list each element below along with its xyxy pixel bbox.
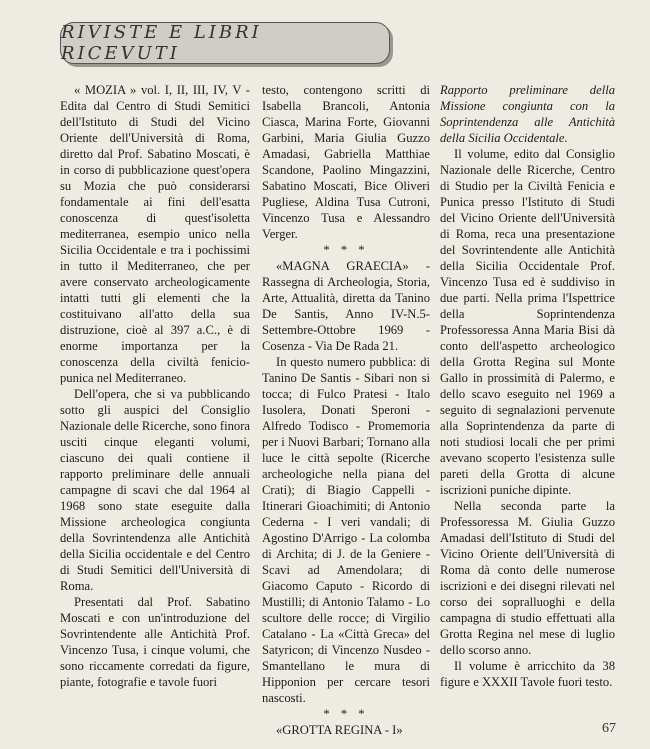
paragraph: Il volume è arricchito da 38 figure e XXXII Tavole fuori testo. (440, 659, 615, 689)
paragraph: Nella seconda parte la Professoressa M. Giulia Guzzo Amadasi dell'Istituto di Studi del Vicino Oriente dell'Università di Roma dà conto delle numerose iscrizioni e dei disegni rilevati nel corso dei sopralluoghi e della campagna di studio effettuati alla Grotta Regina nel mese di luglio dello scorso anno. (440, 499, 615, 657)
section-title-banner (60, 22, 390, 64)
column-2 (262, 82, 430, 738)
paragraph: Dell'opera, che si va pubblicando sotto gli auspici del Consiglio Nazionale delle Ricerche, sono finora usciti cinque eleganti volumi, ciascuno dei quali contiene il rapporto preliminare delle annuali campagne di scavi che dal 1964 al 1968 sono state eseguite dalla Missione archeologica congiunta della Sovrintendenza alle Antichità della Sicilia occidentale e del Centro di Studi Semitici dell'Università di Roma. (60, 387, 250, 593)
column-1 (60, 82, 250, 690)
section-title: RIVISTE E LIBRI RICEVUTI (61, 22, 262, 64)
paragraph: Presentati dal Prof. Sabatino Moscati e con un'introduzione del Sovrintendente alle Antichità Prof. Vincenzo Tusa, i cinque volumi, che sono riccamente corredati da figure, piante, fotografie e tavole fuori (60, 595, 250, 689)
separator: * * * (323, 707, 369, 721)
paragraph: «MAGNA GRAECIA» - Rassegna di Archeologia, Storia, Arte, Attualità, diretta da Tanino De Santis, Anno IV-N.5-Settembre-Ottobre 1969 - Cosenza - Via De Rada 21. (262, 259, 430, 353)
paragraph: Rapporto preliminare della Missione congiunta con la Soprintendenza alle Antichità della Sicilia Occidentale. (440, 83, 615, 145)
separator: * * * (323, 243, 369, 257)
paragraph: testo, contengono scritti di Isabella Brancoli, Antonia Ciasca, Marina Forte, Giovanni Garbini, Maria Giulia Guzzo Amadasi, Gabriella Matthiae Scandone, Paolino Mingazzini, Sabatino Moscati, Bice Oliveri Pugliese, Aldina Tusa Cutroni, Vincenzo Tusa e Alessandro Verger. (262, 83, 430, 241)
page-number: 67 (602, 721, 616, 736)
paragraph: In questo numero pubblica: di Tanino De Santis - Sibari non si tocca; di Fulco Pratesi - Italo Iusolera, Donati Speroni - Alfredo Todisco - Promemoria per i Nuovi Barbari; Tornano alla luce le città sepolte (Ricerche archeologiche nella piana del Crati); di Biagio Cappelli - Itinerari Gioachimiti; di Antonio Cederna - I veri vandali; di Agostino D'Arrigo - La colomba di Archita; di J. de la Geniere - Scavi ad Amendolara; di Giacomo Caputo - Ricordo di Mustilli; di Antonio Talamo - Lo scultore delle rocce; di Virgilio Catalano - La «Città Greca» del Satyricon; di Vincenzo Nusdeo - Smantellano le mura di Hipponion per cercare tesori nascosti. (262, 355, 430, 705)
column-3 (440, 82, 615, 690)
paragraph: « MOZIA » vol. I, II, III, IV, V - Edita dal Centro di Studi Semitici dell'Istituto di Studi del Vicino Oriente dell'Università di Roma, diretto dal Prof. Sabatino Moscati, è in corso di pubblicazione quest'opera su Mozia che può considerarsi fondamentale ai fini dell'esatta conoscenza di quest'isoletta mediterranea, esempio unico nella Sicilia Occidentale e tra i pochissimi in tutto il Mediterraneo, che per avere conservato archeologicamente intatti tutti gli elementi che la costituivano all'atto della sua distruzione, cioè al 397 a.C., è di enorme importanza per la conoscenza della civiltà fenicio-punica nel Mediterraneo. (60, 83, 250, 385)
paragraph: Il volume, edito dal Consiglio Nazionale delle Ricerche, Centro di Studio per la Civiltà Fenicia e Punica presso l'Istituto di Studi del Vicino Oriente dell'Università di Roma, reca una presentazione del Sovrintendente alle Antichità della Sicilia Occidentale Prof. Vincenzo Tusa ed è suddiviso in due parti. Nella prima l'Ispettrice della Soprintendenza Professoressa Anna Maria Bisi dà conto dell'aspetto archeologico della Grotta Regina sul Monte Gallo in prossimità di Palermo, e dello scavo eseguito nel 1969 a seguito di segnalazioni pervenute alla Soprintendenza da parte di noti studiosi locali che per primi avevano scoperto l'esistenza sulle pareti della Grotta di alcune iscrizioni puniche dipinte. (440, 147, 615, 497)
paragraph: «GROTTA REGINA - I» (276, 723, 403, 737)
